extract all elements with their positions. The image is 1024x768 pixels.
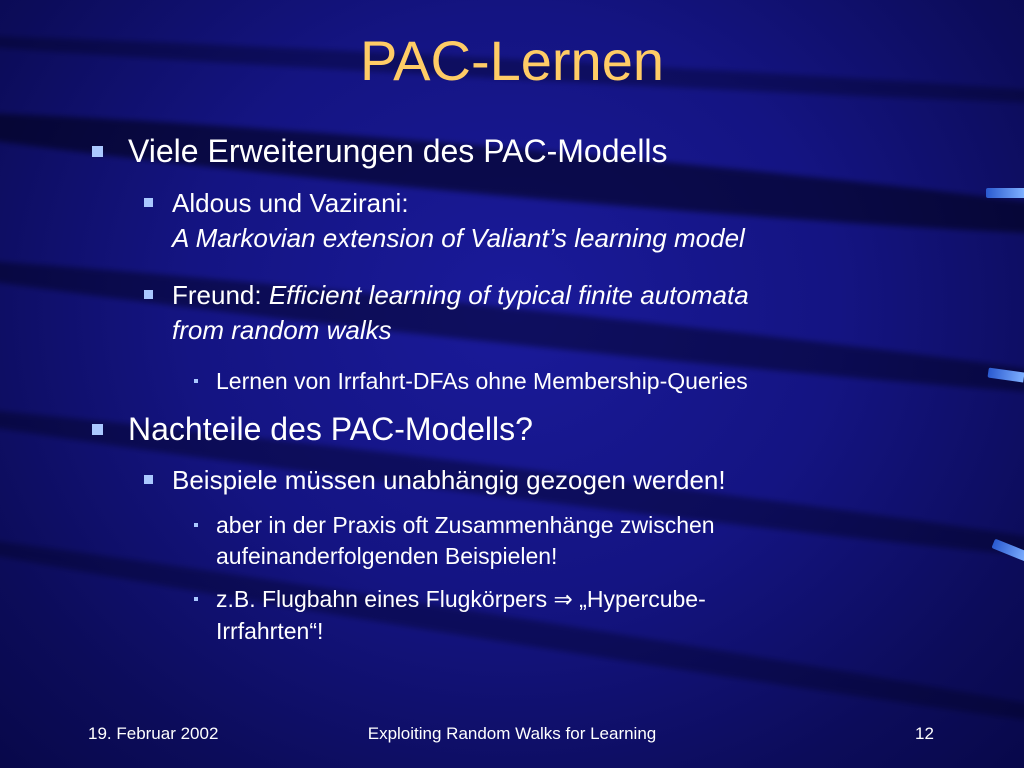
bullet-text: z.B. Flugbahn eines Flugkörpers — [216, 586, 554, 612]
bullet-level2-aldous — [172, 186, 745, 256]
square-bullet-icon — [144, 475, 153, 484]
bullet-level2-freund — [172, 278, 749, 348]
bullet-level2-beispiele — [172, 463, 726, 498]
bullet-text: Lernen von Irrfahrt-DFAs ohne Membership-Queries — [216, 368, 748, 394]
paper-title-text: from random walks — [172, 315, 392, 346]
dot-bullet-icon — [194, 597, 198, 601]
square-bullet-icon — [92, 146, 103, 157]
bullet-level3-irrfahrt — [216, 366, 748, 397]
paper-title-text: Efficient learning of typical finite automata — [268, 280, 749, 310]
implies-arrow-icon: ⇒ — [553, 587, 573, 613]
footer-title: Exploiting Random Walks for Learning — [367, 724, 657, 743]
bullet-text: Nachteile des PAC-Modells? — [128, 411, 533, 447]
slide-title: PAC-Lernen — [359, 29, 664, 92]
bullet-text: Beispiele müssen unabhängig gezogen werden! — [172, 465, 726, 495]
bullet-level3-praxis — [216, 510, 715, 572]
dot-bullet-icon — [194, 379, 198, 383]
bullet-level1-nachteile — [128, 408, 533, 451]
bullet-text: Freund: — [172, 280, 269, 310]
footer-date: 19. Februar 2002 — [88, 724, 219, 743]
bullet-text: „Hypercube- — [572, 586, 706, 612]
bullet-level3-flugbahn — [216, 584, 706, 647]
square-bullet-icon — [144, 198, 153, 207]
square-bullet-icon — [92, 424, 103, 435]
bullet-text: aber in der Praxis oft Zusammenhänge zwischen — [216, 512, 715, 538]
paper-title-text: A Markovian extension of Valiant’s learning model — [172, 223, 745, 254]
bullet-text: Irrfahrten“! — [216, 618, 324, 645]
dot-bullet-icon — [194, 523, 198, 527]
square-bullet-icon — [144, 290, 153, 299]
bullet-text: Aldous und Vazirani: — [172, 188, 409, 218]
edge-accent-mark — [986, 188, 1024, 198]
bullet-text: aufeinanderfolgenden Beispielen! — [216, 543, 558, 570]
bullet-text: Viele Erweiterungen des PAC-Modells — [128, 133, 668, 169]
page-number: 12 — [915, 724, 934, 743]
bullet-level1-extensions — [128, 130, 668, 173]
